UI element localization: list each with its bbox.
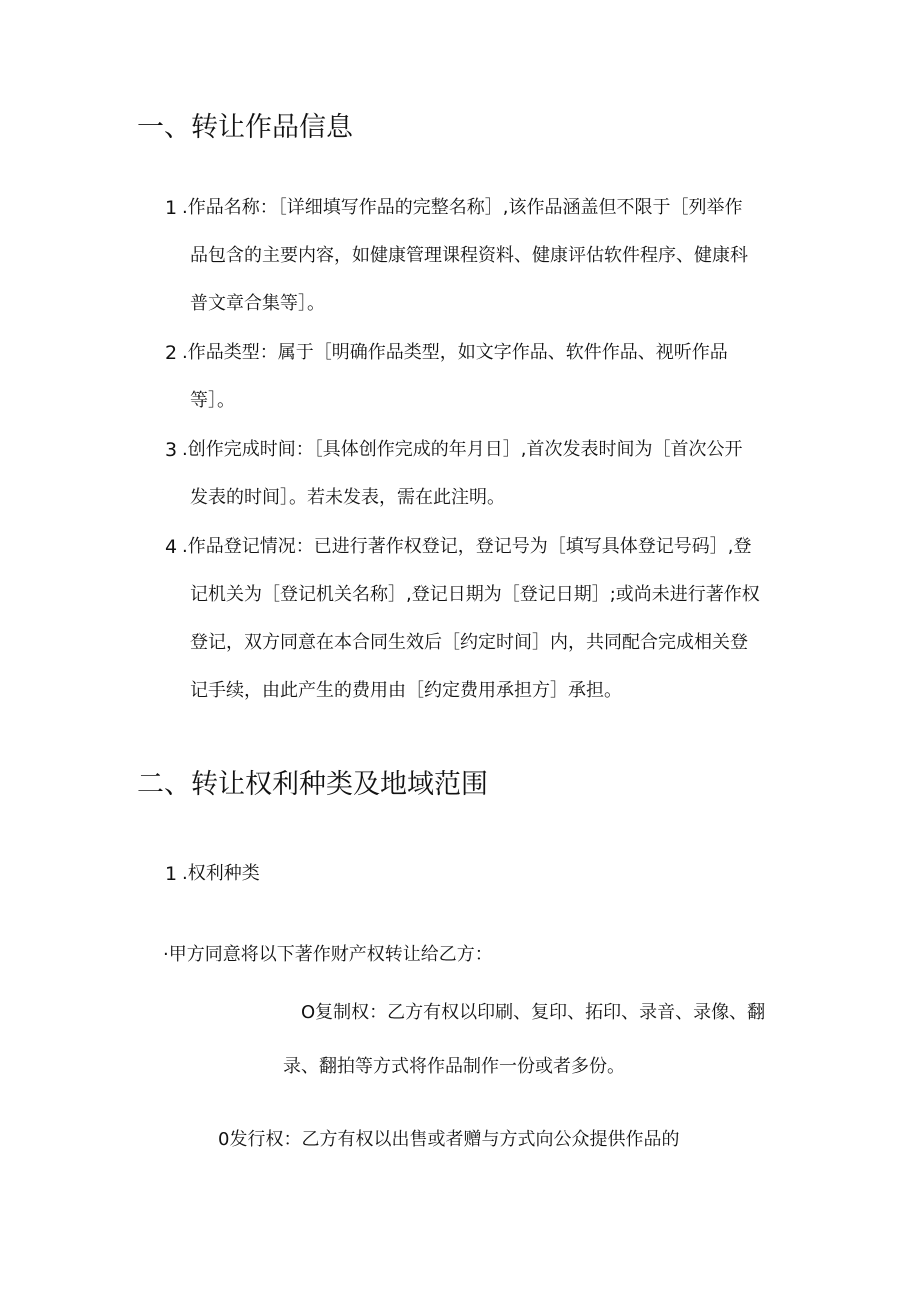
item4-line2: 记机关为［登记机关名称］,登记日期为［登记日期］;或尚未进行著作权	[190, 584, 760, 605]
item4-line1: .作品登记情况：已进行著作权登记，登记号为［填写具体登记号码］,登	[182, 536, 752, 557]
item3-number: 3	[165, 439, 178, 461]
section1-heading: 一、转让作品信息	[137, 112, 353, 143]
distribution-right-line: 0发行权：乙方有权以出售或者赠与方式向公众提供作品的	[218, 1129, 680, 1150]
item4-line3: 登记，双方同意在本合同生效后［约定时间］内，共同配合完成相关登	[190, 632, 748, 653]
section2-heading: 二、转让权利种类及地域范围	[137, 769, 488, 800]
item2-line1: .作品类型：属于［明确作品类型，如文字作品、软件作品、视听作品	[182, 342, 728, 363]
transfer-statement: ·甲方同意将以下著作财产权转让给乙方：	[163, 944, 493, 965]
item4-line4: 记手续，由此产生的费用由［约定费用承担方］承担。	[190, 680, 622, 701]
item1-number: 1	[165, 197, 178, 219]
item1-line1: .作品名称：［详细填写作品的完整名称］,该作品涵盖但不限于［列举作	[182, 197, 743, 218]
subsection1-title: .权利种类	[182, 863, 260, 884]
item3-line1: .创作完成时间：［具体创作完成的年月日］,首次发表时间为［首次公开	[182, 439, 743, 460]
item3-line2: 发表的时间］。若未发表，需在此注明。	[190, 487, 505, 508]
item1-line2: 品包含的主要内容，如健康管理课程资料、健康评估软件程序、健康科	[190, 245, 748, 266]
item2-line2: 等］。	[190, 390, 235, 411]
item2-number: 2	[165, 342, 178, 364]
copy-right-line2: 录、翻拍等方式将作品制作一份或者多份。	[283, 1056, 625, 1077]
item1-line3: 普文章合集等］。	[190, 293, 325, 314]
item4-number: 4	[165, 536, 178, 558]
subsection1-number: 1	[165, 863, 178, 885]
copy-right-line1: O复制权：乙方有权以印刷、复印、拓印、录音、录像、翻	[301, 1002, 766, 1023]
